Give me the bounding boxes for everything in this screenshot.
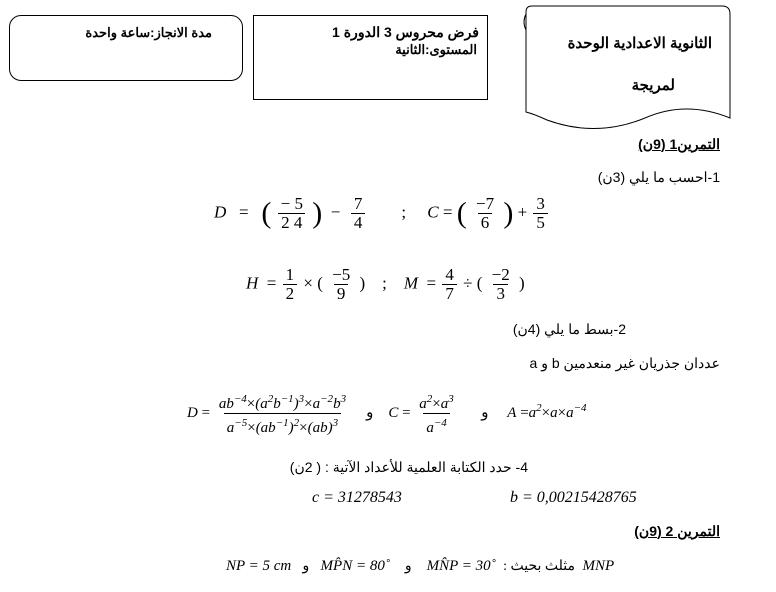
expr-simplify: D = $\frac{ab^{-4}\times(a^2b^{-1})^3\times a^{-2}b^3}{a^{-5}\times(ab^{-1})^2\times(ab)^3}$ و C = $\frac{a^2\times a^3}{a^{-4}}$ و $A =a^2\times a\times a^{-4}$: [187, 393, 587, 436]
duration-text: مدة الانجاز:ساعة واحدة: [85, 25, 212, 40]
question2: 2-بسط ما يلي (4ن): [512, 321, 626, 337]
expr-d-c: D = ( $\frac{- 5}{2 4}$ ) − $\frac{7}{4}$ ; C = ( $\frac{-7}{6}$ ) + $\frac{3}{5}$: [214, 195, 550, 232]
expr-h-m: H = $\frac{1}{2}$ × ( $\frac{-5}{9}$ ) ; M = $\frac{4}{7}$ ÷ ( $\frac{-2}{3}$ ): [246, 265, 525, 303]
exercise2-statement: [226, 558, 614, 575]
b-value: b = 0,00215428765: [510, 489, 637, 506]
exam-title: فرض محروس 3 الدورة 1: [332, 24, 479, 40]
triangle-text: مثلث بحيث :: [503, 559, 575, 574]
triangle-name: MNP: [582, 558, 615, 574]
and-text-3: و: [302, 559, 310, 574]
angle-mnp: MN̂P = 30˚: [426, 558, 496, 574]
question1: 1-احسب ما يلي (3ن): [597, 169, 720, 185]
school-line2: لمريجة: [631, 77, 675, 94]
school-scroll-box: [0, 0, 776, 140]
and-text-1: و: [366, 404, 374, 421]
exercise1-title: التمرين1 (9ن): [638, 136, 720, 152]
angle-mpn: MP̂N = 80˚: [320, 558, 390, 574]
c-value: c = 31278543: [312, 489, 402, 506]
nonzero-note: a و b عددان جذريان غير منعدمين: [529, 355, 720, 371]
level-text: المستوى:الثانية: [395, 42, 477, 57]
and-text-4: و: [404, 559, 412, 574]
question4: 4- حدد الكتابة العلمية للأعداد الآتية : ( 2ن): [289, 459, 528, 475]
and-text-2: و: [481, 404, 489, 421]
school-line1: الثانوية الاعدادية الوحدة: [567, 35, 712, 52]
np-length: NP = 5 cm: [226, 558, 292, 574]
exercise2-title: التمرين 2 (9ن): [634, 523, 720, 539]
